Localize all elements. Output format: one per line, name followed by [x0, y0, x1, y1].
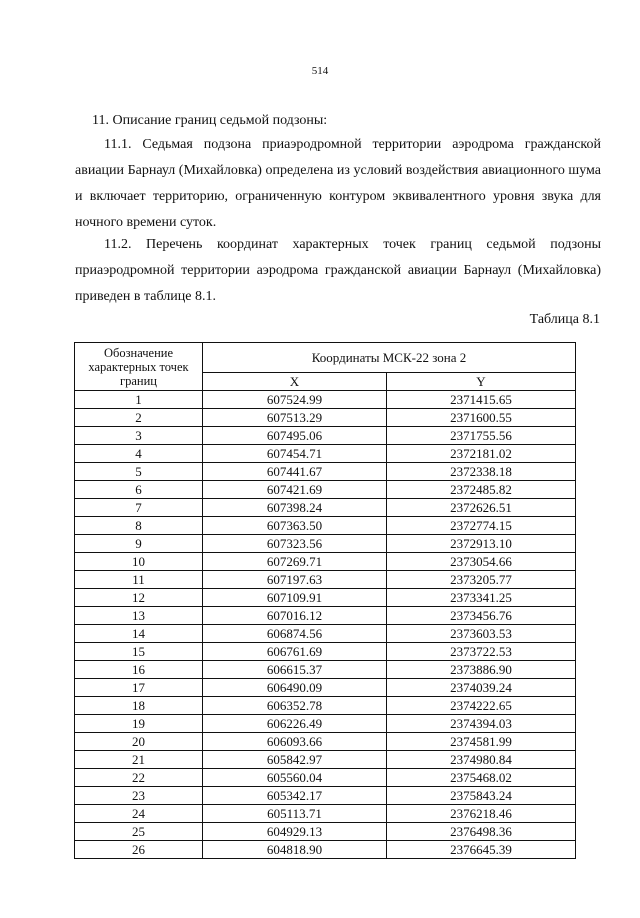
y-coordinate-cell: 2371415.65 — [387, 391, 576, 409]
point-number-cell: 1 — [75, 391, 203, 409]
y-coordinate-cell: 2374581.99 — [387, 733, 576, 751]
table-row — [75, 535, 576, 553]
y-coordinate-cell: 2374980.84 — [387, 751, 576, 769]
point-number-cell: 10 — [75, 553, 203, 571]
header-y: Y — [387, 373, 576, 391]
x-coordinate-cell: 606352.78 — [203, 697, 387, 715]
point-number-cell: 20 — [75, 733, 203, 751]
x-coordinate-cell: 605560.04 — [203, 769, 387, 787]
x-coordinate-cell: 607323.56 — [203, 535, 387, 553]
x-coordinate-cell: 607454.71 — [203, 445, 387, 463]
y-coordinate-cell: 2373603.53 — [387, 625, 576, 643]
point-number-cell: 9 — [75, 535, 203, 553]
y-coordinate-cell: 2376498.36 — [387, 823, 576, 841]
point-number-cell: 24 — [75, 805, 203, 823]
point-number-cell: 22 — [75, 769, 203, 787]
table-row — [75, 679, 576, 697]
table-body — [75, 391, 576, 859]
table-row — [75, 607, 576, 625]
x-coordinate-cell: 607269.71 — [203, 553, 387, 571]
table-row — [75, 499, 576, 517]
table-row — [75, 733, 576, 751]
point-number-cell: 21 — [75, 751, 203, 769]
table-row — [75, 715, 576, 733]
table-row — [75, 697, 576, 715]
paragraph-subzone-definition: 11.1. Седьмая подзона приаэродромной территории аэродрома гражданской авиации Барнаул (Михайловка) определена из условий воздействия авиационного шума и включает территорию, ограниченную контуром эквивалентного уровня звука для ночного времени суток. — [75, 137, 601, 230]
point-number-cell: 15 — [75, 643, 203, 661]
table-row — [75, 571, 576, 589]
table-row — [75, 661, 576, 679]
x-coordinate-cell: 607197.63 — [203, 571, 387, 589]
point-number-cell: 25 — [75, 823, 203, 841]
x-coordinate-cell: 607513.29 — [203, 409, 387, 427]
point-number-cell: 17 — [75, 679, 203, 697]
point-number-cell: 19 — [75, 715, 203, 733]
x-coordinate-cell: 604818.90 — [203, 841, 387, 859]
point-number-cell: 8 — [75, 517, 203, 535]
section-heading: 11. Описание границ седьмой подзоны: — [92, 113, 328, 128]
point-number-cell: 18 — [75, 697, 203, 715]
header-point-label: Обозначение характерных точек границ — [75, 343, 203, 391]
y-coordinate-cell: 2373886.90 — [387, 661, 576, 679]
table-row — [75, 589, 576, 607]
y-coordinate-cell: 2372338.18 — [387, 463, 576, 481]
y-coordinate-cell: 2374394.03 — [387, 715, 576, 733]
point-number-cell: 23 — [75, 787, 203, 805]
table-row — [75, 823, 576, 841]
x-coordinate-cell: 607398.24 — [203, 499, 387, 517]
table-row — [75, 625, 576, 643]
x-coordinate-cell: 607109.91 — [203, 589, 387, 607]
x-coordinate-cell: 605842.97 — [203, 751, 387, 769]
x-coordinate-cell: 607421.69 — [203, 481, 387, 499]
point-number-cell: 5 — [75, 463, 203, 481]
point-number-cell: 2 — [75, 409, 203, 427]
point-number-cell: 7 — [75, 499, 203, 517]
page-number: 514 — [311, 65, 329, 77]
x-coordinate-cell: 607363.50 — [203, 517, 387, 535]
point-number-cell: 4 — [75, 445, 203, 463]
point-number-cell: 6 — [75, 481, 203, 499]
table-row — [75, 481, 576, 499]
coordinates-table — [74, 342, 576, 859]
y-coordinate-cell: 2373456.76 — [387, 607, 576, 625]
point-number-cell: 16 — [75, 661, 203, 679]
y-coordinate-cell: 2372913.10 — [387, 535, 576, 553]
y-coordinate-cell: 2372774.15 — [387, 517, 576, 535]
y-coordinate-cell: 2374222.65 — [387, 697, 576, 715]
point-number-cell: 12 — [75, 589, 203, 607]
table-caption: Таблица 8.1 — [529, 312, 600, 327]
y-coordinate-cell: 2376218.46 — [387, 805, 576, 823]
x-coordinate-cell: 606615.37 — [203, 661, 387, 679]
table-row — [75, 553, 576, 571]
y-coordinate-cell: 2371755.56 — [387, 427, 576, 445]
x-coordinate-cell: 606761.69 — [203, 643, 387, 661]
table-row — [75, 643, 576, 661]
point-number-cell: 26 — [75, 841, 203, 859]
paragraph-table-reference: 11.2. Перечень координат характерных точек границ седьмой подзоны приаэродромной территории аэродрома гражданской авиации Барнаул (Михайловка) приведен в таблице 8.1. — [75, 237, 601, 304]
y-coordinate-cell: 2375468.02 — [387, 769, 576, 787]
table-row — [75, 391, 576, 409]
table-row — [75, 409, 576, 427]
y-coordinate-cell: 2374039.24 — [387, 679, 576, 697]
table-row — [75, 787, 576, 805]
x-coordinate-cell: 606226.49 — [203, 715, 387, 733]
x-coordinate-cell: 606874.56 — [203, 625, 387, 643]
point-number-cell: 3 — [75, 427, 203, 445]
point-number-cell: 13 — [75, 607, 203, 625]
x-coordinate-cell: 606093.66 — [203, 733, 387, 751]
x-coordinate-cell: 607495.06 — [203, 427, 387, 445]
table-row — [75, 517, 576, 535]
header-x: X — [203, 373, 387, 391]
y-coordinate-cell: 2372626.51 — [387, 499, 576, 517]
table-row — [75, 427, 576, 445]
x-coordinate-cell: 604929.13 — [203, 823, 387, 841]
x-coordinate-cell: 605113.71 — [203, 805, 387, 823]
table-row — [75, 769, 576, 787]
x-coordinate-cell: 605342.17 — [203, 787, 387, 805]
x-coordinate-cell: 607016.12 — [203, 607, 387, 625]
y-coordinate-cell: 2375843.24 — [387, 787, 576, 805]
point-number-cell: 11 — [75, 571, 203, 589]
y-coordinate-cell: 2376645.39 — [387, 841, 576, 859]
header-coordinate-system: Координаты МСК-22 зона 2 — [203, 343, 576, 373]
x-coordinate-cell: 607524.99 — [203, 391, 387, 409]
table-row — [75, 445, 576, 463]
y-coordinate-cell: 2373341.25 — [387, 589, 576, 607]
table-row — [75, 751, 576, 769]
y-coordinate-cell: 2372485.82 — [387, 481, 576, 499]
y-coordinate-cell: 2373722.53 — [387, 643, 576, 661]
table-row — [75, 841, 576, 859]
y-coordinate-cell: 2373205.77 — [387, 571, 576, 589]
y-coordinate-cell: 2371600.55 — [387, 409, 576, 427]
x-coordinate-cell: 607441.67 — [203, 463, 387, 481]
table-row — [75, 463, 576, 481]
x-coordinate-cell: 606490.09 — [203, 679, 387, 697]
y-coordinate-cell: 2372181.02 — [387, 445, 576, 463]
table-row — [75, 805, 576, 823]
y-coordinate-cell: 2373054.66 — [387, 553, 576, 571]
point-number-cell: 14 — [75, 625, 203, 643]
